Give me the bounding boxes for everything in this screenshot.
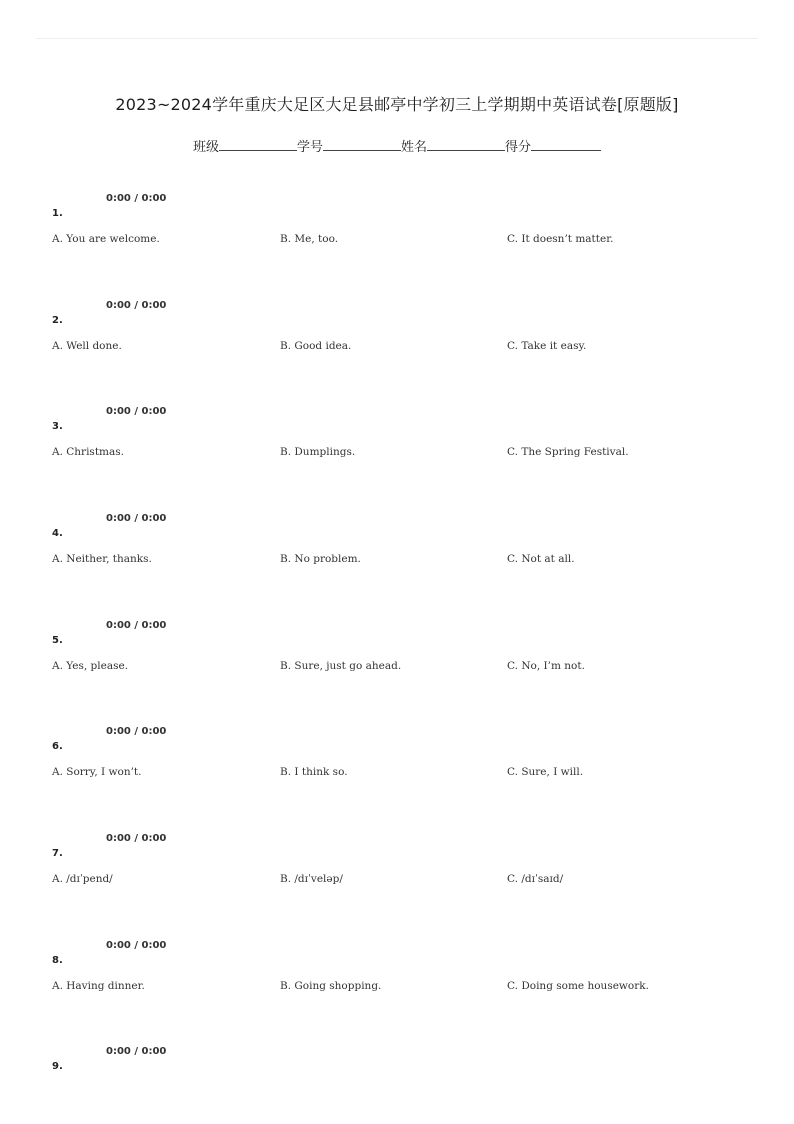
student-id-blank[interactable] (323, 138, 401, 151)
name-blank[interactable] (427, 138, 505, 151)
option-b[interactable]: B. Dumplings. (280, 446, 356, 458)
option-a[interactable]: A. Having dinner. (52, 980, 145, 992)
question-number: 1. (52, 208, 63, 219)
option-a[interactable]: A. Sorry, I won’t. (52, 766, 142, 778)
name-label: 姓名 (401, 140, 428, 155)
question-6 (0, 726, 794, 806)
question-2 (0, 300, 794, 380)
question-7 (0, 833, 794, 913)
question-3 (0, 406, 794, 486)
option-c[interactable]: C. /dɪˈsaɪd/ (507, 873, 564, 885)
option-c[interactable]: C. It doesn’t matter. (507, 233, 614, 245)
option-b[interactable]: B. Sure, just go ahead. (280, 660, 402, 672)
option-b[interactable]: B. /dɪˈveləp/ (280, 873, 343, 885)
question-number: 5. (52, 635, 63, 646)
option-c[interactable]: C. Doing some housework. (507, 980, 649, 992)
question-number: 4. (52, 528, 63, 539)
question-8 (0, 940, 794, 1020)
option-a[interactable]: A. Neither, thanks. (52, 553, 152, 565)
audio-player[interactable]: 0:00 / 0:00 (106, 406, 167, 417)
top-divider (36, 38, 758, 39)
score-label: 得分 (505, 140, 532, 155)
audio-player[interactable]: 0:00 / 0:00 (106, 1046, 167, 1057)
option-c[interactable]: C. Take it easy. (507, 340, 587, 352)
audio-player[interactable]: 0:00 / 0:00 (106, 726, 167, 737)
option-b[interactable]: B. Going shopping. (280, 980, 382, 992)
score-blank[interactable] (531, 138, 601, 151)
student-info-line (0, 136, 794, 155)
question-5 (0, 620, 794, 700)
question-number: 7. (52, 848, 63, 859)
option-c[interactable]: C. The Spring Festival. (507, 446, 629, 458)
class-blank[interactable] (219, 138, 297, 151)
option-b[interactable]: B. No problem. (280, 553, 361, 565)
option-c[interactable]: C. No, I’m not. (507, 660, 585, 672)
audio-player[interactable]: 0:00 / 0:00 (106, 940, 167, 951)
option-a[interactable]: A. You are welcome. (52, 233, 160, 245)
question-number: 2. (52, 315, 63, 326)
option-a[interactable]: A. Well done. (52, 340, 122, 352)
option-c[interactable]: C. Sure, I will. (507, 766, 584, 778)
option-a[interactable]: A. /dɪˈpend/ (52, 873, 113, 885)
question-4 (0, 513, 794, 593)
audio-player[interactable]: 0:00 / 0:00 (106, 300, 167, 311)
option-c[interactable]: C. Not at all. (507, 553, 575, 565)
option-b[interactable]: B. Good idea. (280, 340, 352, 352)
question-9 (0, 1046, 794, 1086)
student-id-label: 学号 (296, 140, 323, 155)
option-a[interactable]: A. Yes, please. (52, 660, 129, 672)
question-number: 8. (52, 955, 63, 966)
page-title: 2023~2024学年重庆大足区大足县邮亭中学初三上学期期中英语试卷[原题版] (115, 95, 679, 114)
question-number: 6. (52, 741, 63, 752)
class-label: 班级 (192, 140, 219, 155)
option-a[interactable]: A. Christmas. (52, 446, 124, 458)
question-number: 3. (52, 421, 63, 432)
audio-player[interactable]: 0:00 / 0:00 (106, 833, 167, 844)
question-1 (0, 193, 794, 273)
audio-player[interactable]: 0:00 / 0:00 (106, 513, 167, 524)
option-b[interactable]: B. I think so. (280, 766, 348, 778)
audio-player[interactable]: 0:00 / 0:00 (106, 620, 167, 631)
option-b[interactable]: B. Me, too. (280, 233, 339, 245)
question-number: 9. (52, 1061, 63, 1072)
audio-player[interactable]: 0:00 / 0:00 (106, 193, 167, 204)
